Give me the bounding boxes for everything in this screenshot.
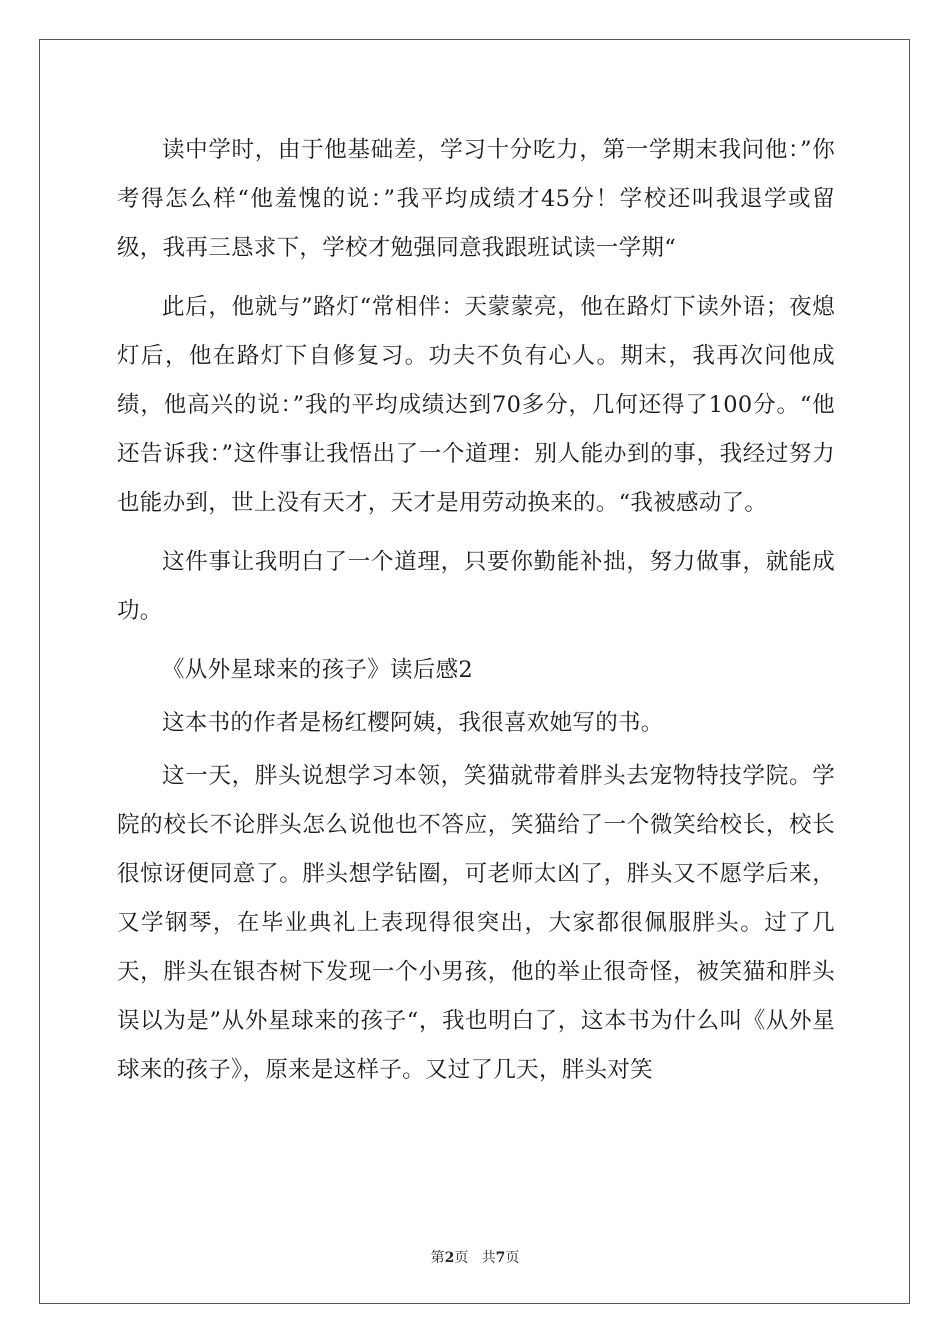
paragraph: 这本书的作者是杨红樱阿姨，我很喜欢她写的书。: [162, 710, 664, 736]
page-footer: [0, 1247, 950, 1267]
paragraph: 这件事让我明白了一个道理，只要你勤能补拙，努力做事，就能成功。: [117, 549, 835, 624]
page-number: 2: [444, 1250, 455, 1266]
page-prefix: 第: [430, 1250, 445, 1266]
section-heading: 《从外星球来的孩子》读后感2: [162, 657, 474, 683]
page-suffix: 页: [454, 1250, 469, 1266]
paragraph: 此后，他就与”路灯“常相伴：天蒙蒙亮，他在路灯下读外语；夜熄灯后，他在路灯下自修复习。功夫不负有心人。期末，我再次问他成绩，他高兴的说：”我的平均成绩达到70多分，几何还得了100分。“他还告诉我：”这件事让我悟出了一个道理：别人能办到的事，我经过努力也能办到，世上没有天才，天才是用劳动换来的。“我被感动了。: [117, 294, 835, 516]
total-prefix: 共: [481, 1250, 496, 1266]
paragraph: 读中学时，由于他基础差，学习十分吃力，第一学期末我问他：”你考得怎么样“他羞愧的说：”我平均成绩才45分！学校还叫我退学或留级，我再三恳求下，学校才勉强同意我跟班试读一学期“: [117, 137, 835, 261]
document-body: [117, 126, 835, 1105]
total-suffix: 页: [505, 1250, 520, 1266]
paragraph: 这一天，胖头说想学习本领，笑猫就带着胖头去宠物特技学院。学院的校长不论胖头怎么说他也不答应，笑猫给了一个微笑给校长，校长很惊讶便同意了。胖头想学钻圈，可老师太凶了，胖头又不愿学后来，又学钢琴，在毕业典礼上表现得很突出，大家都很佩服胖头。过了几天，胖头在银杏树下发现一个小男孩，他的举止很奇怪，被笑猫和胖头误以为是”从外星球来的孩子“，我也明白了，这本书为什么叫《从外星球来的孩子》，原来是这样子。又过了几天，胖头对笑: [117, 763, 835, 1083]
total-pages: 7: [495, 1250, 506, 1266]
